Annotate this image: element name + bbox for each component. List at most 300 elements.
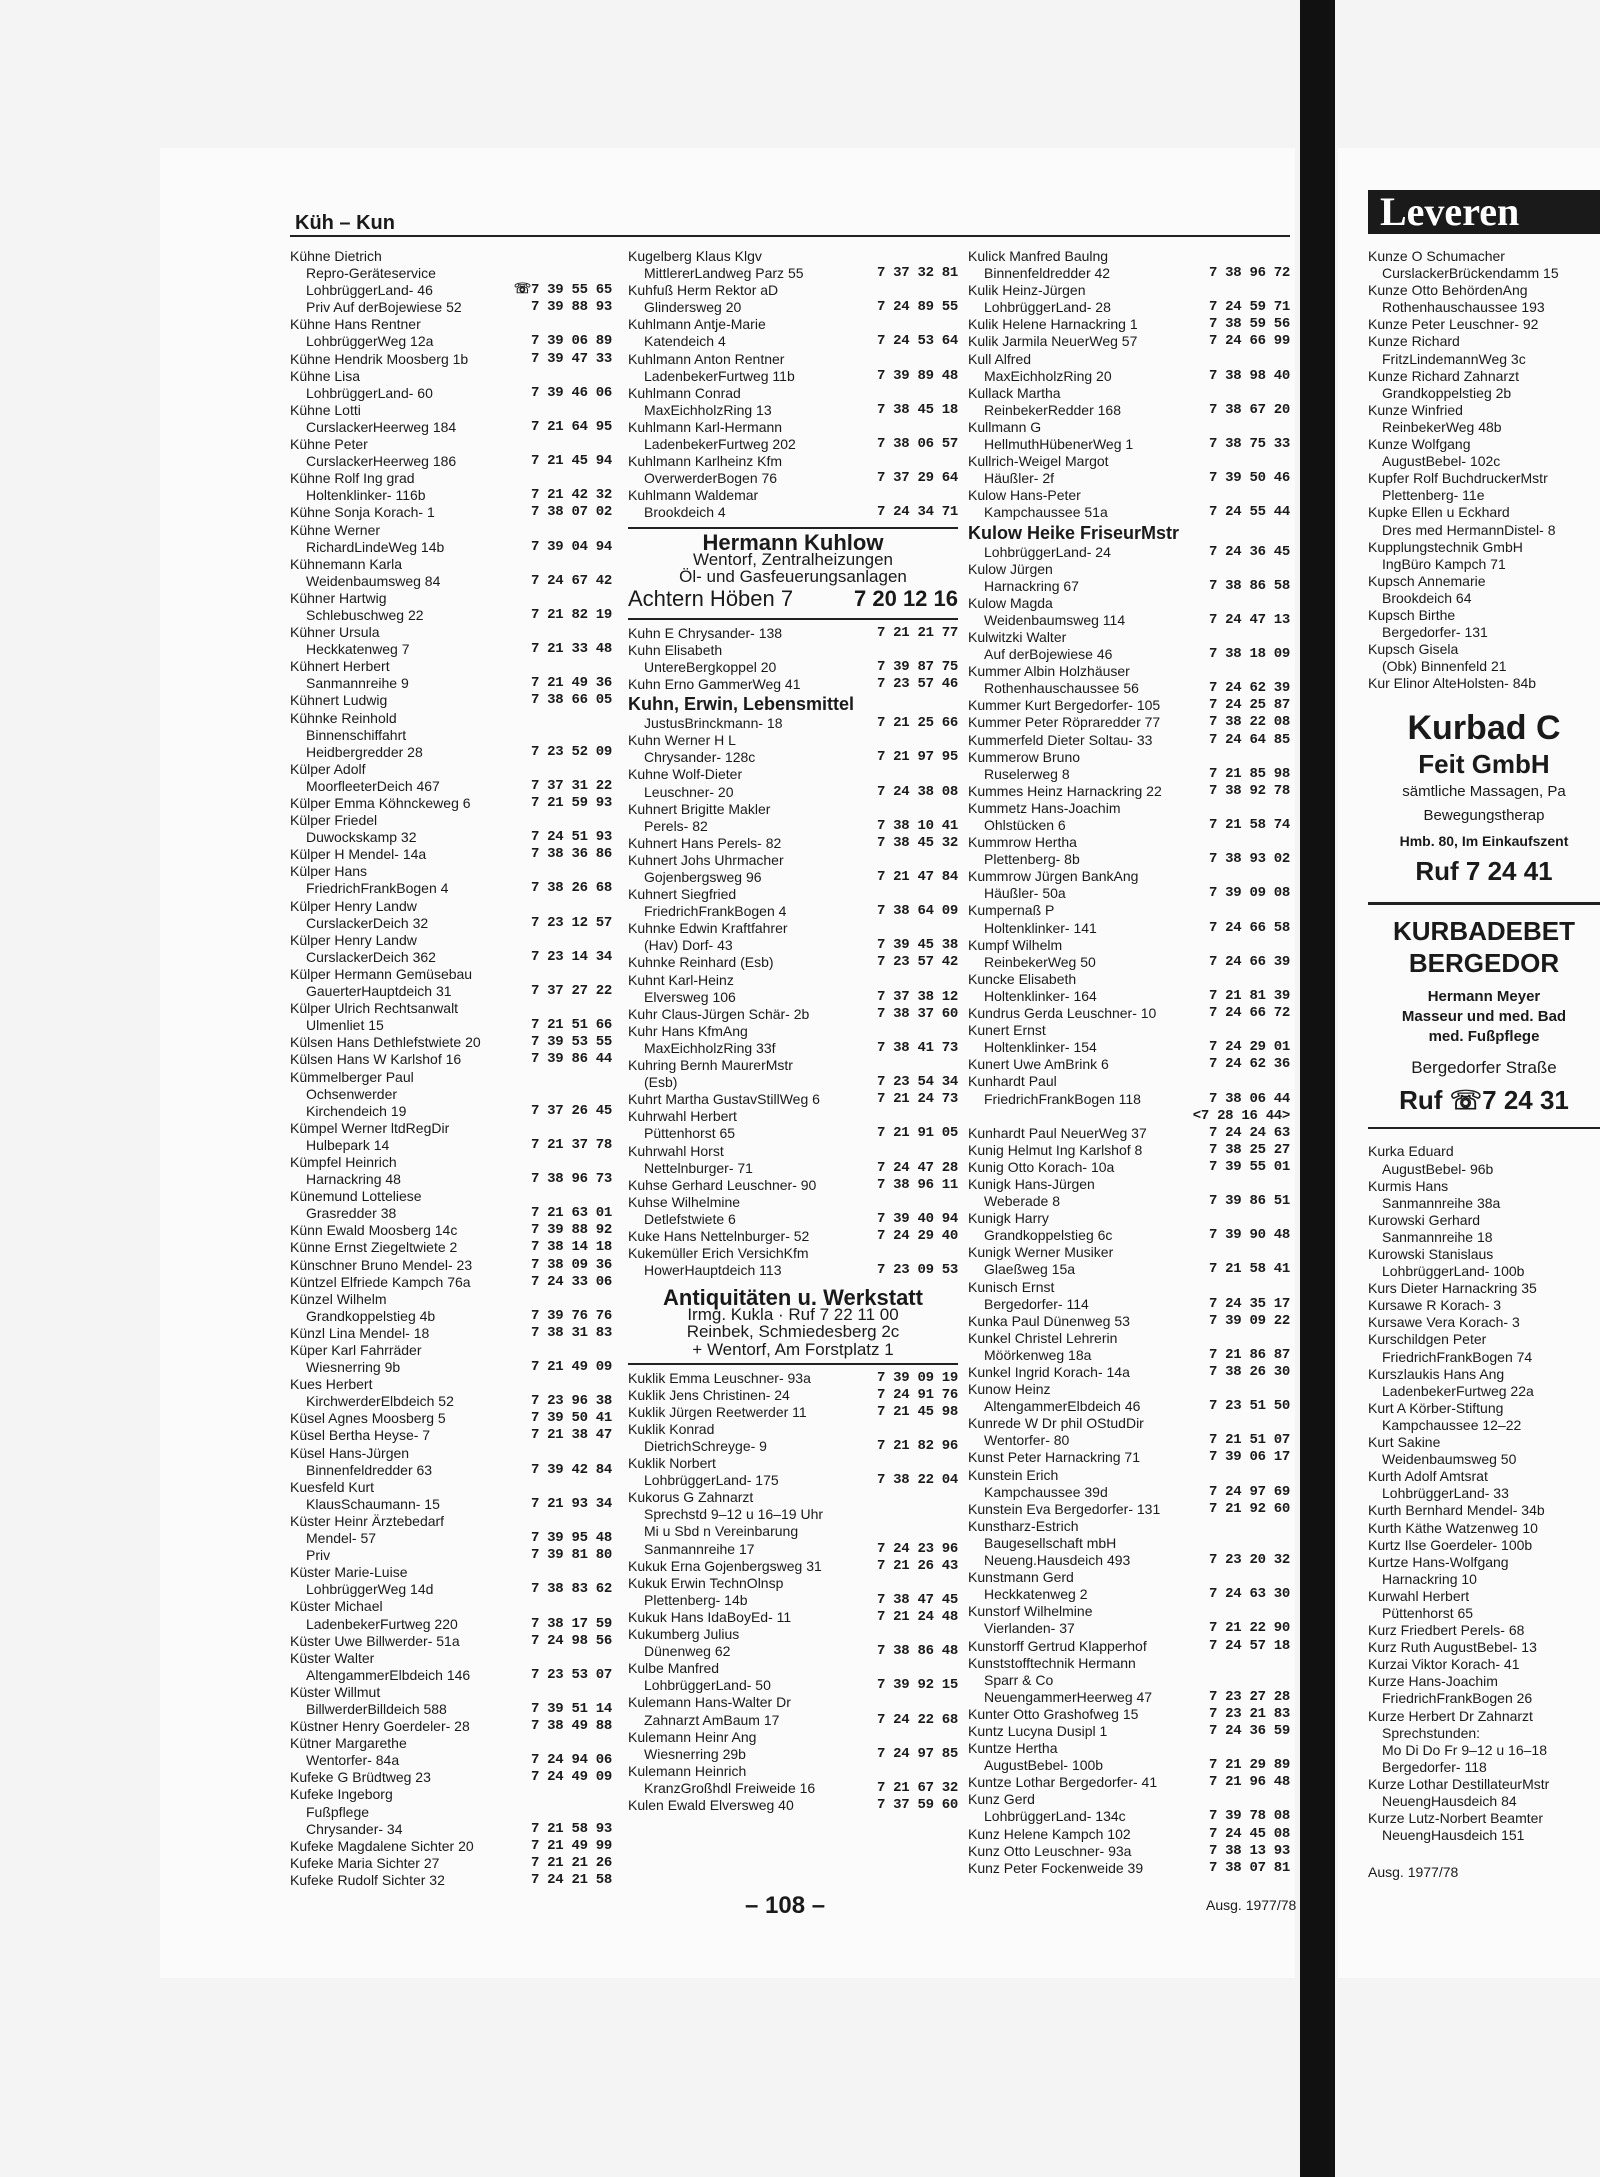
directory-entry: Kunze Richard Zahnarzt bbox=[1368, 367, 1519, 384]
directory-entry bbox=[290, 1393, 612, 1410]
entry-phone: 7 21 64 95 bbox=[530, 418, 612, 435]
directory-entry bbox=[628, 487, 958, 504]
entry-phone: 7 21 92 60 bbox=[1208, 1500, 1290, 1517]
entry-name: Küper Karl Fahrräder bbox=[290, 1342, 422, 1358]
directory-entry bbox=[290, 1701, 612, 1718]
directory-entry bbox=[290, 1000, 612, 1017]
page-header: Küh – Kun bbox=[295, 212, 395, 234]
directory-entry bbox=[628, 749, 958, 766]
directory-entry bbox=[628, 1592, 958, 1609]
entry-name: Kuesfeld Kurt bbox=[290, 1478, 375, 1495]
entry-name: Ohlstücken 6 bbox=[984, 817, 1066, 833]
entry-phone: 7 24 47 28 bbox=[876, 1159, 958, 1176]
directory-entry bbox=[290, 1376, 612, 1393]
entry-phone: 7 23 54 34 bbox=[876, 1074, 958, 1091]
entry-phone: 7 39 86 44 bbox=[530, 1051, 612, 1068]
entry-phone: 7 24 53 64 bbox=[876, 333, 958, 350]
directory-entry bbox=[968, 646, 1290, 663]
directory-entry bbox=[290, 385, 612, 402]
directory-entry bbox=[290, 1120, 612, 1137]
entry-phone: 7 38 10 41 bbox=[876, 817, 958, 834]
entry-name: Künne Ernst Ziegeltwiete 2 bbox=[290, 1239, 458, 1256]
entry-name: Kukemüller Erich VersichKfm bbox=[628, 1245, 809, 1262]
entry-name: Kummerfeld Dieter Soltau- 33 bbox=[968, 731, 1153, 748]
directory-entry bbox=[968, 800, 1290, 817]
directory-entry bbox=[968, 1723, 1290, 1740]
entry-phone: 7 38 22 04 bbox=[876, 1472, 958, 1489]
entry-name: Hulbepark 14 bbox=[306, 1136, 390, 1153]
entry-name: Kirchendeich 19 bbox=[306, 1102, 407, 1119]
directory-entry: Kurzai Viktor Korach- 41 bbox=[1368, 1656, 1520, 1673]
directory-entry bbox=[628, 1057, 958, 1074]
entry-name: Priv bbox=[306, 1547, 331, 1564]
entry-name: Kuhlmann Waldemar bbox=[628, 487, 759, 504]
directory-entry: Weidenbaumsweg 50 bbox=[1382, 1451, 1517, 1468]
entry-name: Binnenfeldredder 42 bbox=[984, 265, 1111, 282]
entry-name: Kühnke Reinhold bbox=[290, 709, 397, 726]
entry-phone: 7 24 91 76 bbox=[876, 1386, 958, 1403]
directory-entry bbox=[290, 795, 612, 812]
entry-phone: 7 21 49 09 bbox=[530, 1359, 612, 1376]
directory-entry: Kupfer Rolf BuchdruckerMstr bbox=[1368, 470, 1548, 487]
entry-name: Kunigk Werner Musiker bbox=[968, 1244, 1114, 1261]
directory-entry bbox=[968, 578, 1290, 595]
entry-phone: 7 24 38 08 bbox=[876, 783, 958, 800]
entry-name: Kunstharz-Estrich bbox=[968, 1517, 1079, 1534]
directory-entry: Plettenberg- 11e bbox=[1382, 487, 1485, 504]
entry-name: Ochsenwerder bbox=[306, 1085, 398, 1102]
entry-name: FriedrichFrankBogen 118 bbox=[984, 1090, 1141, 1107]
entry-name: LohbrüggerLand- 24 bbox=[984, 543, 1111, 560]
entry-phone: 7 37 26 45 bbox=[530, 1102, 612, 1119]
directory-entry bbox=[968, 1774, 1290, 1791]
directory-entry bbox=[628, 1074, 958, 1091]
entry-name: AugustBebel- 100b bbox=[984, 1757, 1104, 1774]
entry-phone: 7 37 27 22 bbox=[530, 983, 612, 1000]
entry-phone: 7 38 37 60 bbox=[876, 1005, 958, 1022]
entry-phone: 7 38 98 40 bbox=[1208, 367, 1290, 384]
entry-name: Kukumberg Julius bbox=[628, 1626, 740, 1643]
entry-phone: 7 24 23 96 bbox=[876, 1540, 958, 1557]
entry-phone: 7 39 46 06 bbox=[530, 384, 612, 401]
entry-phone: 7 24 45 08 bbox=[1208, 1825, 1290, 1842]
entry-name: Kummes Heinz Harnackring 22 bbox=[968, 782, 1162, 799]
entry-phone: 7 38 18 09 bbox=[1208, 646, 1290, 663]
entry-name: Püttenhorst 65 bbox=[644, 1125, 736, 1142]
directory-entry: CurslackerBrückendamm 15 bbox=[1382, 265, 1559, 282]
entry-name: Kuklik Norbert bbox=[628, 1455, 716, 1472]
directory-entry: Rothenhauschaussee 193 bbox=[1382, 299, 1545, 316]
directory-entry: Harnackring 10 bbox=[1382, 1570, 1477, 1587]
entry-name: Häußler- 2f bbox=[984, 470, 1055, 487]
directory-entry bbox=[628, 801, 958, 818]
directory-entry bbox=[290, 1547, 612, 1564]
directory-entry: Kurmis Hans bbox=[1368, 1177, 1449, 1194]
entry-name: Kukuk Erna Gojenbergsweg 31 bbox=[628, 1557, 822, 1574]
directory-entry: Dres med HermannDistel- 8 bbox=[1382, 521, 1556, 538]
entry-name: Grandkoppelstieg 4b bbox=[306, 1307, 436, 1324]
directory-entry bbox=[290, 1855, 612, 1872]
directory-entry bbox=[968, 1056, 1290, 1073]
entry-name: MittlererLandweg Parz 55 bbox=[644, 265, 804, 282]
entry-phone: 7 21 49 36 bbox=[530, 675, 612, 692]
directory-entry bbox=[968, 1552, 1290, 1569]
entry-phone: 7 37 31 22 bbox=[530, 777, 612, 794]
directory-entry bbox=[628, 1040, 958, 1057]
entry-name: Kühne Hans Rentner bbox=[290, 316, 421, 333]
directory-entry: Mo Di Do Fr 9–12 u 16–18 bbox=[1382, 1741, 1547, 1758]
directory-entry bbox=[628, 852, 958, 869]
entry-name: LohbrüggerWeg 12a bbox=[306, 333, 434, 350]
directory-entry bbox=[290, 1359, 612, 1376]
entry-name: LohbrüggerLand- 50 bbox=[644, 1677, 771, 1694]
directory-entry: Bergedorfer- 118 bbox=[1382, 1758, 1487, 1775]
entry-name: Kampchaussee 39d bbox=[984, 1483, 1108, 1500]
entry-phone: 7 24 49 09 bbox=[530, 1769, 612, 1786]
entry-name: Kuhr Hans KfmAng bbox=[628, 1022, 748, 1039]
entry-name: Külper Hans bbox=[290, 863, 368, 880]
entry-name: (Esb) bbox=[644, 1074, 678, 1091]
directory-entry: Kupplungstechnik GmbH bbox=[1368, 538, 1523, 555]
entry-phone: 7 21 21 77 bbox=[876, 624, 958, 641]
entry-name: Heidbergredder 28 bbox=[306, 743, 423, 760]
entry-name: Kulemann Hans-Walter Dr bbox=[628, 1694, 791, 1711]
entry-phone: 7 24 64 85 bbox=[1208, 731, 1290, 748]
entry-phone: 7 38 22 08 bbox=[1208, 714, 1290, 731]
entry-name: Wiesnerring 9b bbox=[306, 1359, 401, 1376]
entry-phone: 7 38 07 02 bbox=[530, 504, 612, 521]
directory-entry bbox=[290, 1274, 612, 1291]
directory-entry bbox=[968, 1022, 1290, 1039]
directory-entry: Kurze Hans-Joachim bbox=[1368, 1673, 1498, 1690]
entry-name: MoorfleeterDeich 467 bbox=[306, 777, 440, 794]
entry-phone: 7 21 58 93 bbox=[530, 1820, 612, 1837]
directory-entry: IngBüro Kampch 71 bbox=[1382, 555, 1506, 572]
directory-entry bbox=[628, 1541, 958, 1558]
directory-entry bbox=[968, 544, 1290, 561]
header-rule bbox=[290, 235, 1290, 237]
directory-entry bbox=[628, 1712, 958, 1729]
entry-name: Harnackring 67 bbox=[984, 577, 1079, 594]
directory-entry bbox=[968, 1313, 1290, 1330]
ad-line-2: Reinbek, Schmiedesberg 2c bbox=[686, 1322, 900, 1342]
entry-phone: 7 24 57 18 bbox=[1208, 1637, 1290, 1654]
directory-entry bbox=[628, 368, 958, 385]
directory-entry bbox=[290, 1137, 612, 1154]
ad-line: Feit GmbH bbox=[1418, 749, 1550, 780]
entry-name: Kampchaussee 51a bbox=[984, 504, 1108, 521]
entry-name: HellmuthHübenerWeg 1 bbox=[984, 436, 1134, 453]
entry-name: Küsel Hans-Jürgen bbox=[290, 1444, 410, 1461]
page-number: – 108 – bbox=[745, 1892, 826, 1919]
entry-phone: 7 24 63 30 bbox=[1208, 1586, 1290, 1603]
directory-entry bbox=[968, 1193, 1290, 1210]
entry-phone: 7 21 51 66 bbox=[530, 1017, 612, 1034]
directory-entry bbox=[290, 624, 612, 641]
directory-entry bbox=[968, 265, 1290, 282]
directory-entry bbox=[968, 1005, 1290, 1022]
directory-entry: Kampchaussee 12–22 bbox=[1382, 1416, 1522, 1433]
directory-entry bbox=[968, 1501, 1290, 1518]
entry-name: Kuhnt Karl-Heinz bbox=[628, 971, 734, 988]
entry-phone: 7 21 21 26 bbox=[530, 1854, 612, 1871]
entry-name: Kunstein Eva Bergedorfer- 131 bbox=[968, 1500, 1161, 1517]
directory-entry bbox=[628, 1677, 958, 1694]
directory-entry bbox=[968, 419, 1290, 436]
entry-phone: 7 21 24 48 bbox=[876, 1608, 958, 1625]
entry-phone: 7 24 21 58 bbox=[530, 1871, 612, 1888]
directory-entry bbox=[628, 937, 958, 954]
directory-entry bbox=[290, 983, 612, 1000]
directory-entry bbox=[968, 697, 1290, 714]
directory-entry bbox=[290, 1479, 612, 1496]
entry-phone: 7 38 31 83 bbox=[530, 1324, 612, 1341]
entry-name: LadenbekerFurtweg 202 bbox=[644, 436, 796, 453]
directory-entry: LadenbekerFurtweg 22a bbox=[1382, 1382, 1534, 1399]
directory-entry bbox=[628, 1194, 958, 1211]
entry-phone: 7 38 64 09 bbox=[876, 903, 958, 920]
directory-entry bbox=[628, 265, 958, 282]
entry-phone: 7 24 33 06 bbox=[530, 1273, 612, 1290]
entry-name: Künzel Wilhelm bbox=[290, 1290, 387, 1307]
entry-phone: 7 37 38 12 bbox=[876, 988, 958, 1005]
directory-entry bbox=[968, 766, 1290, 783]
entry-phone: 7 21 63 01 bbox=[530, 1205, 612, 1222]
directory-entry bbox=[290, 1086, 612, 1103]
directory-entry bbox=[290, 487, 612, 504]
entry-name: FriedrichFrankBogen 4 bbox=[306, 880, 449, 897]
entry-phone: 7 38 67 20 bbox=[1208, 401, 1290, 418]
entry-phone: 7 21 24 73 bbox=[876, 1091, 958, 1108]
directory-entry bbox=[290, 299, 612, 316]
entry-phone: 7 38 06 44 bbox=[1208, 1090, 1290, 1107]
directory-entry: Kurz Friedbert Perels- 68 bbox=[1368, 1622, 1525, 1639]
directory-entry bbox=[628, 676, 958, 693]
entry-name: Kuklik Jens Christinen- 24 bbox=[628, 1386, 790, 1403]
directory-entry bbox=[290, 675, 612, 692]
entry-name: CurslackerDeich 362 bbox=[306, 948, 436, 965]
entry-name: Künzl Lina Mendel- 18 bbox=[290, 1324, 430, 1341]
entry-phone: 7 23 12 57 bbox=[530, 914, 612, 931]
directory-entry bbox=[290, 1257, 612, 1274]
entry-phone: 7 38 45 32 bbox=[876, 834, 958, 851]
entry-phone: 7 23 57 46 bbox=[876, 676, 958, 693]
entry-name: Kunter Otto Grashofweg 15 bbox=[968, 1705, 1139, 1722]
directory-entry bbox=[290, 1445, 612, 1462]
bold-entry-kuhn-erwin: Kuhn, Erwin, Lebensmittel bbox=[628, 694, 855, 715]
entry-name: Kugelberg Klaus Klgv bbox=[628, 248, 762, 264]
directory-entry bbox=[968, 971, 1290, 988]
directory-entry bbox=[290, 265, 612, 282]
entry-phone: 7 21 49 99 bbox=[530, 1837, 612, 1854]
entry-phone: 7 24 89 55 bbox=[876, 299, 958, 316]
directory-entry bbox=[628, 972, 958, 989]
column-2 bbox=[628, 248, 958, 1814]
entry-name: Külper Henry Landw bbox=[290, 931, 417, 948]
entry-phone: 7 38 96 11 bbox=[876, 1176, 958, 1193]
entry-phone: 7 39 89 48 bbox=[876, 367, 958, 384]
entry-name: DietrichSchreyge- 9 bbox=[644, 1438, 767, 1454]
entry-name: Sanmannreihe 17 bbox=[644, 1540, 755, 1557]
directory-entry bbox=[290, 1427, 612, 1444]
directory-entry: Kurs Dieter Harnackring 35 bbox=[1368, 1280, 1537, 1297]
entry-name: Külper Emma Köhnckeweg 6 bbox=[290, 795, 471, 811]
directory-entry bbox=[290, 351, 612, 368]
entry-name: Kunhardt Paul NeuerWeg 37 bbox=[968, 1124, 1147, 1141]
directory-entry bbox=[628, 385, 958, 402]
directory-entry bbox=[628, 1091, 958, 1108]
directory-entry bbox=[628, 1797, 958, 1814]
directory-entry: Kurt A Körber-Stiftung bbox=[1368, 1399, 1504, 1416]
entry-name: Sprechstd 9–12 u 16–19 Uhr bbox=[644, 1506, 824, 1523]
directory-entry bbox=[968, 1518, 1290, 1535]
directory-entry bbox=[628, 351, 958, 368]
entry-name: Kufeke Rudolf Sichter 32 bbox=[290, 1871, 445, 1888]
entry-phone: 7 24 62 39 bbox=[1208, 680, 1290, 697]
entry-phone: 7 39 95 48 bbox=[530, 1530, 612, 1547]
entry-name: Weidenbaumsweg 84 bbox=[306, 572, 441, 589]
directory-entry: Kurwahl Herbert bbox=[1368, 1587, 1470, 1604]
entry-phone: 7 38 96 72 bbox=[1208, 265, 1290, 282]
entry-name: Kulbe Manfred bbox=[628, 1660, 720, 1677]
directory-entry bbox=[628, 316, 958, 333]
directory-entry bbox=[290, 1667, 612, 1684]
directory-entry bbox=[290, 966, 612, 983]
entry-name: Kuhn Erno GammerWeg 41 bbox=[628, 676, 801, 693]
entry-phone: 7 21 29 89 bbox=[1208, 1757, 1290, 1774]
entry-phone: 7 23 53 07 bbox=[530, 1666, 612, 1683]
directory-entry bbox=[290, 880, 612, 897]
directory-entry bbox=[968, 333, 1290, 350]
entry-name: Kukorus G Zahnarzt bbox=[628, 1489, 754, 1506]
directory-entry bbox=[968, 595, 1290, 612]
directory-entry bbox=[628, 1472, 958, 1489]
directory-entry bbox=[628, 504, 958, 521]
entry-phone: 7 38 45 18 bbox=[876, 401, 958, 418]
entry-name: Fußpflege bbox=[306, 1803, 370, 1820]
entry-phone: 7 39 76 76 bbox=[530, 1307, 612, 1324]
entry-name: Kulow Jürgen bbox=[968, 560, 1053, 577]
directory-entry bbox=[628, 1228, 958, 1245]
directory-entry: LohbrüggerLand- 33 bbox=[1382, 1485, 1509, 1502]
directory-entry bbox=[290, 1103, 612, 1120]
directory-entry bbox=[968, 487, 1290, 504]
directory-entry: Kurowski Stanislaus bbox=[1368, 1246, 1494, 1262]
entry-name: Küsel Bertha Heyse- 7 bbox=[290, 1427, 431, 1444]
entry-name: Kukuk Hans IdaBoyEd- 11 bbox=[628, 1608, 792, 1625]
entry-name: FriedrichFrankBogen 4 bbox=[644, 903, 787, 920]
directory-entry bbox=[290, 282, 612, 299]
ad-kurbad bbox=[1368, 708, 1600, 888]
entry-name: ReinbekerWeg 50 bbox=[984, 953, 1096, 970]
entry-name: Kunert Uwe AmBrink 6 bbox=[968, 1056, 1109, 1073]
directory-entry bbox=[628, 732, 958, 749]
entry-phone: 7 24 51 93 bbox=[530, 829, 612, 846]
entry-name: LohbrüggerLand- 28 bbox=[984, 299, 1111, 316]
entry-phone: 7 21 96 48 bbox=[1208, 1774, 1290, 1791]
entry-phone: 7 39 47 33 bbox=[530, 350, 612, 367]
directory-entry bbox=[628, 333, 958, 350]
ad-hermann-kuhlow bbox=[628, 527, 958, 620]
directory-entry bbox=[968, 1227, 1290, 1244]
entry-phone: 7 39 53 55 bbox=[530, 1034, 612, 1051]
directory-entry bbox=[968, 1672, 1290, 1689]
entry-name: Bergedorfer- 114 bbox=[984, 1295, 1089, 1312]
entry-name: Kummer Kurt Bergedorfer- 105 bbox=[968, 697, 1161, 714]
entry-name: Plettenberg- 14b bbox=[644, 1591, 748, 1608]
directory-entry bbox=[628, 784, 958, 801]
directory-entry bbox=[628, 886, 958, 903]
directory-entry bbox=[968, 1432, 1290, 1449]
entry-name: Kuntze Hertha bbox=[968, 1740, 1058, 1757]
directory-entry: AugustBebel- 102c bbox=[1382, 453, 1501, 470]
entry-name: (Hav) Dorf- 43 bbox=[644, 937, 733, 954]
directory-entry bbox=[290, 949, 612, 966]
directory-entry bbox=[628, 989, 958, 1006]
entry-name: Häußler- 50a bbox=[984, 885, 1066, 902]
entry-name: Ulmenliet 15 bbox=[306, 1017, 384, 1034]
ad-line: Hmb. 80, Im Einkaufszent bbox=[1399, 833, 1569, 850]
entry-name: Wentorfer- 80 bbox=[984, 1432, 1070, 1449]
directory-entry bbox=[968, 1381, 1290, 1398]
directory-entry bbox=[968, 954, 1290, 971]
directory-entry bbox=[290, 641, 612, 658]
entry-name: Kunig Helmut Ing Karlshof 8 bbox=[968, 1141, 1143, 1158]
ad-title: Antiquitäten u. Werkstatt bbox=[663, 1285, 923, 1311]
entry-name: Kuncke Elisabeth bbox=[968, 970, 1077, 987]
entry-name: Weberade 8 bbox=[984, 1193, 1061, 1210]
directory-entry bbox=[968, 1843, 1290, 1860]
entry-phone: 7 39 04 94 bbox=[530, 538, 612, 555]
directory-entry bbox=[628, 1108, 958, 1125]
entry-name: HowerHauptdeich 113 bbox=[644, 1262, 782, 1279]
directory-entry bbox=[628, 625, 958, 642]
directory-entry bbox=[290, 1838, 612, 1855]
entry-phone: 7 23 21 83 bbox=[1208, 1705, 1290, 1722]
entry-name: Kulik Jarmila NeuerWeg 57 bbox=[968, 333, 1138, 350]
directory-entry bbox=[968, 1535, 1290, 1552]
directory-entry bbox=[290, 1718, 612, 1735]
directory-entry bbox=[968, 1808, 1290, 1825]
directory-entry: Kunze Peter Leuschner- 92 bbox=[1368, 316, 1539, 333]
directory-entry bbox=[968, 1655, 1290, 1672]
entry-name: Küster Michael bbox=[290, 1598, 383, 1615]
entry-name: Küster Uwe Billwerder- 51a bbox=[290, 1632, 460, 1649]
directory-entry: Bergedorfer- 131 bbox=[1382, 624, 1488, 641]
entry-phone: 7 21 93 34 bbox=[530, 1495, 612, 1512]
entry-name: Kuklik Konrad bbox=[628, 1420, 715, 1437]
ad-line: sämtliche Massagen, Pa bbox=[1402, 783, 1566, 801]
entry-phone: 7 39 06 89 bbox=[530, 333, 612, 350]
directory-entry: Püttenhorst 65 bbox=[1382, 1604, 1474, 1621]
entry-name: Kuhrt Martha GustavStillWeg 6 bbox=[628, 1091, 820, 1108]
entry-phone: 7 21 82 96 bbox=[876, 1438, 958, 1454]
entry-name: Kunz Peter Fockenweide 39 bbox=[968, 1859, 1144, 1876]
entry-name: Kunz Gerd bbox=[968, 1791, 1035, 1808]
directory-entry bbox=[290, 436, 612, 453]
entry-phone: 7 21 37 78 bbox=[530, 1136, 612, 1153]
directory-entry bbox=[628, 1506, 958, 1523]
entry-name: Külsen Hans W Karlshof 16 bbox=[290, 1051, 462, 1068]
directory-entry bbox=[290, 1598, 612, 1615]
directory-entry bbox=[290, 1804, 612, 1821]
directory-entry: Brookdeich 64 bbox=[1382, 589, 1472, 606]
entry-phone: 7 21 58 41 bbox=[1208, 1261, 1290, 1278]
entry-name: Kunisch Ernst bbox=[968, 1278, 1055, 1295]
ad-line-3: + Wentorf, Am Forstplatz 1 bbox=[692, 1339, 894, 1359]
entry-name: Ruselerweg 8 bbox=[984, 765, 1070, 782]
directory-entry bbox=[628, 1523, 958, 1540]
